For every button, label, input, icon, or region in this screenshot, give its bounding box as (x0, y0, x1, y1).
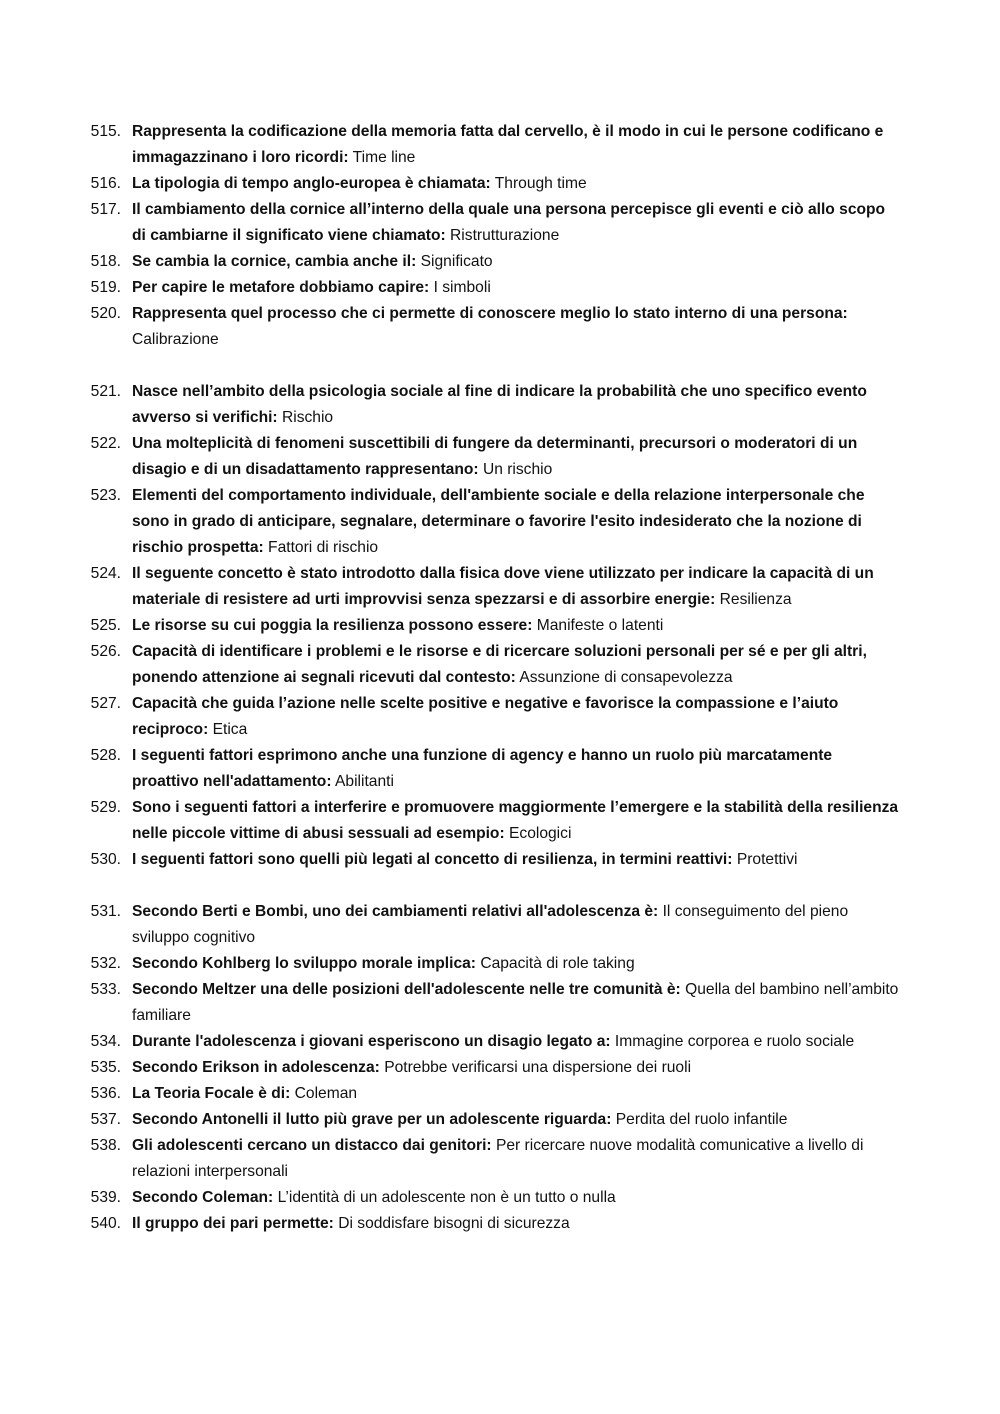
item-number: 525. (90, 617, 121, 634)
item-number: 533. (90, 981, 121, 998)
answer-text: Un rischio (482, 461, 553, 478)
question-text: Rappresenta la codificazione della memoria fatta dal cervello, è il modo in cui le persone codificano e immagazzinano i loro ricordi: (132, 123, 884, 166)
question-text: Sono i seguenti fattori a interferire e promuovere maggiormente l’emergere e la stabilità della resilienza nelle piccole vittime di abusi sessuali ad esempio: (132, 799, 899, 842)
answer-text: Rischio (281, 409, 334, 426)
answer-text: Il conseguimento del pieno sviluppo cognitivo (132, 903, 849, 946)
item-number: 519. (90, 279, 121, 296)
answer-text: Ecologici (509, 825, 572, 842)
item-number: 534. (90, 1033, 121, 1050)
item-number: 528. (90, 747, 121, 764)
list-item (0, 1029, 1000, 1055)
item-number: 535. (90, 1059, 121, 1076)
question-text: Secondo Berti e Bombi, uno dei cambiamenti relativi all'adolescenza è: (132, 903, 659, 920)
item-number: 517. (90, 201, 121, 218)
list-item (0, 249, 1000, 275)
item-number: 526. (90, 643, 121, 660)
item-number: 536. (90, 1085, 121, 1102)
question-text: Per capire le metafore dobbiamo capire: (132, 279, 430, 296)
answer-text: Perdita del ruolo infantile (615, 1111, 788, 1128)
list-item (0, 301, 1000, 353)
question-text: Gli adolescenti cercano un distacco dai genitori: (132, 1137, 492, 1154)
answer-text: Through time (494, 175, 587, 192)
list-item (0, 1081, 1000, 1107)
question-text: La tipologia di tempo anglo-europea è chiamata: (132, 175, 491, 192)
answer-text: Protettivi (736, 851, 798, 868)
answer-text: Fattori di rischio (268, 539, 379, 556)
item-number: 527. (90, 695, 121, 712)
question-text: Una molteplicità di fenomeni suscettibili di fungere da determinanti, precursori o moderatori di un disagio e di un disadattamento rappresentano: (132, 435, 858, 478)
item-number: 515. (90, 123, 121, 140)
question-group-2 (0, 379, 1000, 873)
question-text: Secondo Erikson in adolescenza: (132, 1059, 380, 1076)
item-number: 516. (90, 175, 121, 192)
item-number: 531. (90, 903, 121, 920)
answer-text: Manifeste o latenti (536, 617, 664, 634)
item-number: 523. (90, 487, 121, 504)
list-item (0, 561, 1000, 613)
list-item (0, 977, 1000, 1029)
list-item (0, 1133, 1000, 1185)
answer-text: Etica (212, 721, 248, 738)
list-item (0, 1055, 1000, 1081)
answer-text: Immagine corporea e ruolo sociale (614, 1033, 855, 1050)
item-number: 518. (90, 253, 121, 270)
question-text: La Teoria Focale è di: (132, 1085, 291, 1102)
question-text: Se cambia la cornice, cambia anche il: (132, 253, 417, 270)
list-item (0, 119, 1000, 171)
question-text: Nasce nell’ambito della psicologia sociale al fine di indicare la probabilità che uno specifico evento avverso si verifichi: (132, 383, 867, 426)
item-number: 538. (90, 1137, 121, 1154)
question-text: Elementi del comportamento individuale, dell'ambiente sociale e della relazione interpersonale che sono in grado di anticipare, segnalare, determinare o favorire l'esito indesiderato che la nozione di rischio prospetta: (132, 487, 865, 556)
answer-text: Assunzione di consapevolezza (519, 669, 733, 686)
item-number: 532. (90, 955, 121, 972)
item-number: 522. (90, 435, 121, 452)
list-item (0, 639, 1000, 691)
question-group-3 (0, 899, 1000, 1237)
answer-text: Resilienza (719, 591, 792, 608)
answer-text: Ristrutturazione (450, 227, 560, 244)
list-item (0, 951, 1000, 977)
answer-text: Quella del bambino nell’ambito familiare (132, 981, 899, 1024)
question-group-1 (0, 119, 1000, 353)
list-item (0, 1211, 1000, 1237)
answer-text: Per ricercare nuove modalità comunicative a livello di relazioni interpersonali (132, 1137, 864, 1180)
question-text: I seguenti fattori esprimono anche una funzione di agency e hanno un ruolo più marcatamente proattivo nell'adattamento: (132, 747, 833, 790)
list-item (0, 743, 1000, 795)
answer-text: Potrebbe verificarsi una dispersione dei ruoli (384, 1059, 692, 1076)
answer-text: Capacità di role taking (480, 955, 635, 972)
list-item (0, 171, 1000, 197)
question-text: Secondo Kohlberg lo sviluppo morale implica: (132, 955, 476, 972)
question-text: Capacità di identificare i problemi e le risorse e di ricercare soluzioni personali per sé e per gli altri, ponendo attenzione ai segnali ricevuti dal contesto: (132, 643, 867, 686)
question-text: Il seguente concetto è stato introdotto dalla fisica dove viene utilizzato per indicare la capacità di un materiale di resistere ad urti improvvisi senza spezzarsi e di assorbire energie: (132, 565, 874, 608)
item-number: 520. (90, 305, 121, 322)
list-item (0, 275, 1000, 301)
answer-text: Coleman (294, 1085, 358, 1102)
list-item (0, 379, 1000, 431)
list-item (0, 899, 1000, 951)
answer-text: Significato (420, 253, 493, 270)
item-number: 521. (90, 383, 121, 400)
question-text: Le risorse su cui poggia la resilienza possono essere: (132, 617, 533, 634)
question-text: Durante l'adolescenza i giovani esperiscono un disagio legato a: (132, 1033, 611, 1050)
list-item (0, 613, 1000, 639)
question-text: Secondo Meltzer una delle posizioni dell'adolescente nelle tre comunità è: (132, 981, 681, 998)
item-number: 529. (90, 799, 121, 816)
item-number: 524. (90, 565, 121, 582)
question-text: Secondo Antonelli il lutto più grave per un adolescente riguarda: (132, 1111, 612, 1128)
answer-text: L’identità di un adolescente non è un tutto o nulla (277, 1189, 616, 1206)
item-number: 530. (90, 851, 121, 868)
question-text: Rappresenta quel processo che ci permette di conoscere meglio lo stato interno di una persona: (132, 305, 848, 322)
list-item (0, 483, 1000, 561)
list-item (0, 197, 1000, 249)
answer-text: Calibrazione (132, 331, 219, 348)
list-item (0, 1185, 1000, 1211)
item-number: 539. (90, 1189, 121, 1206)
item-number: 537. (90, 1111, 121, 1128)
document-page (0, 119, 1000, 1237)
question-text: Il cambiamento della cornice all’interno della quale una persona percepisce gli eventi e ciò allo scopo di cambiarne il significato viene chiamato: (132, 201, 886, 244)
item-number: 540. (90, 1215, 121, 1232)
list-item (0, 795, 1000, 847)
question-text: Secondo Coleman: (132, 1189, 274, 1206)
question-text: I seguenti fattori sono quelli più legati al concetto di resilienza, in termini reattivi: (132, 851, 733, 868)
list-item (0, 431, 1000, 483)
list-item (0, 691, 1000, 743)
answer-text: Time line (352, 149, 416, 166)
question-text: Il gruppo dei pari permette: (132, 1215, 334, 1232)
answer-text: Abilitanti (335, 773, 394, 790)
answer-text: I simboli (433, 279, 491, 296)
question-text: Capacità che guida l’azione nelle scelte positive e negative e favorisce la compassione e l’aiuto reciproco: (132, 695, 839, 738)
answer-text: Di soddisfare bisogni di sicurezza (338, 1215, 570, 1232)
list-item (0, 1107, 1000, 1133)
list-item (0, 847, 1000, 873)
